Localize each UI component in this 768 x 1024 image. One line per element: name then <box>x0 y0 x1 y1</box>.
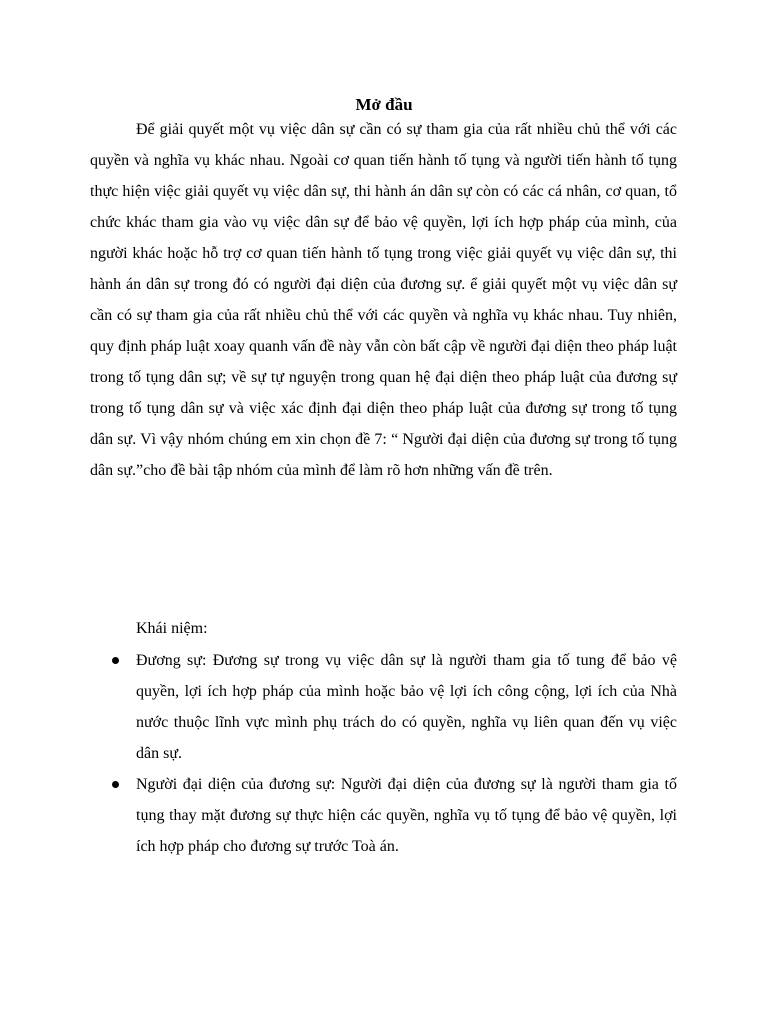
list-item-text: Người đại diện của đương sự: Người đại diện của đương sự là người tham gia tố tụng thay mặt đương sự thực hiện các quyền, nghĩa vụ tố tụng để bảo vệ quyền, lợi ích hợp pháp cho đương sự trước Toà án. <box>136 776 677 855</box>
list-item-text: Đương sự: Đương sự trong vụ việc dân sự là người tham gia tố tung để bảo vệ quyền, lợi ích hợp pháp của mình hoặc bảo vệ lợi ích công cộng, lợi ích của Nhà nước thuộc lĩnh vực mình phụ trách do có quyền, nghĩa vụ liên quan đến vụ việc dân sự. <box>136 652 677 762</box>
concept-list <box>90 645 677 862</box>
list-item <box>90 769 677 862</box>
bullet-icon <box>112 781 119 788</box>
concept-heading: Khái niệm: <box>136 620 208 637</box>
document-title: Mở đầu <box>355 95 413 114</box>
bullet-icon <box>112 657 119 664</box>
list-item <box>90 645 677 769</box>
intro-paragraph: Để giải quyết một vụ việc dân sự cần có sự tham gia của rất nhiều chủ thể với các quyền và nghĩa vụ khác nhau. Ngoài cơ quan tiến hành tố tụng và người tiến hành tố tụng thực hiện việc giải quyết vụ việc dân sự, thi hành án dân sự còn có các cá nhân, cơ quan, tổ chức khác tham gia vào vụ việc dân sự để bảo vệ quyền, lợi ích hợp pháp của mình, của người khác hoặc hỗ trợ cơ quan tiến hành tố tụng trong việc giải quyết vụ việc dân sự, thi hành án dân sự trong đó có người đại diện của đương sự. ể giải quyết một vụ việc dân sự cần có sự tham gia của rất nhiều chủ thể với các quyền và nghĩa vụ khác nhau. Tuy nhiên, quy định pháp luật xoay quanh vấn đề này vẫn còn bất cập về người đại diện theo pháp luật trong tố tụng dân sự; về sự tự nguyện trong quan hệ đại diện theo pháp luật của đương sự trong tố tụng dân sự và việc xác định đại diện theo pháp luật của đương sự trong tố tụng dân sự. Vì vậy nhóm chúng em xin chọn đề 7: “ Người đại diện của đương sự trong tố tụng dân sự.”cho đề bài tập nhóm của mình để làm rõ hơn những vấn đề trên. <box>90 121 677 479</box>
